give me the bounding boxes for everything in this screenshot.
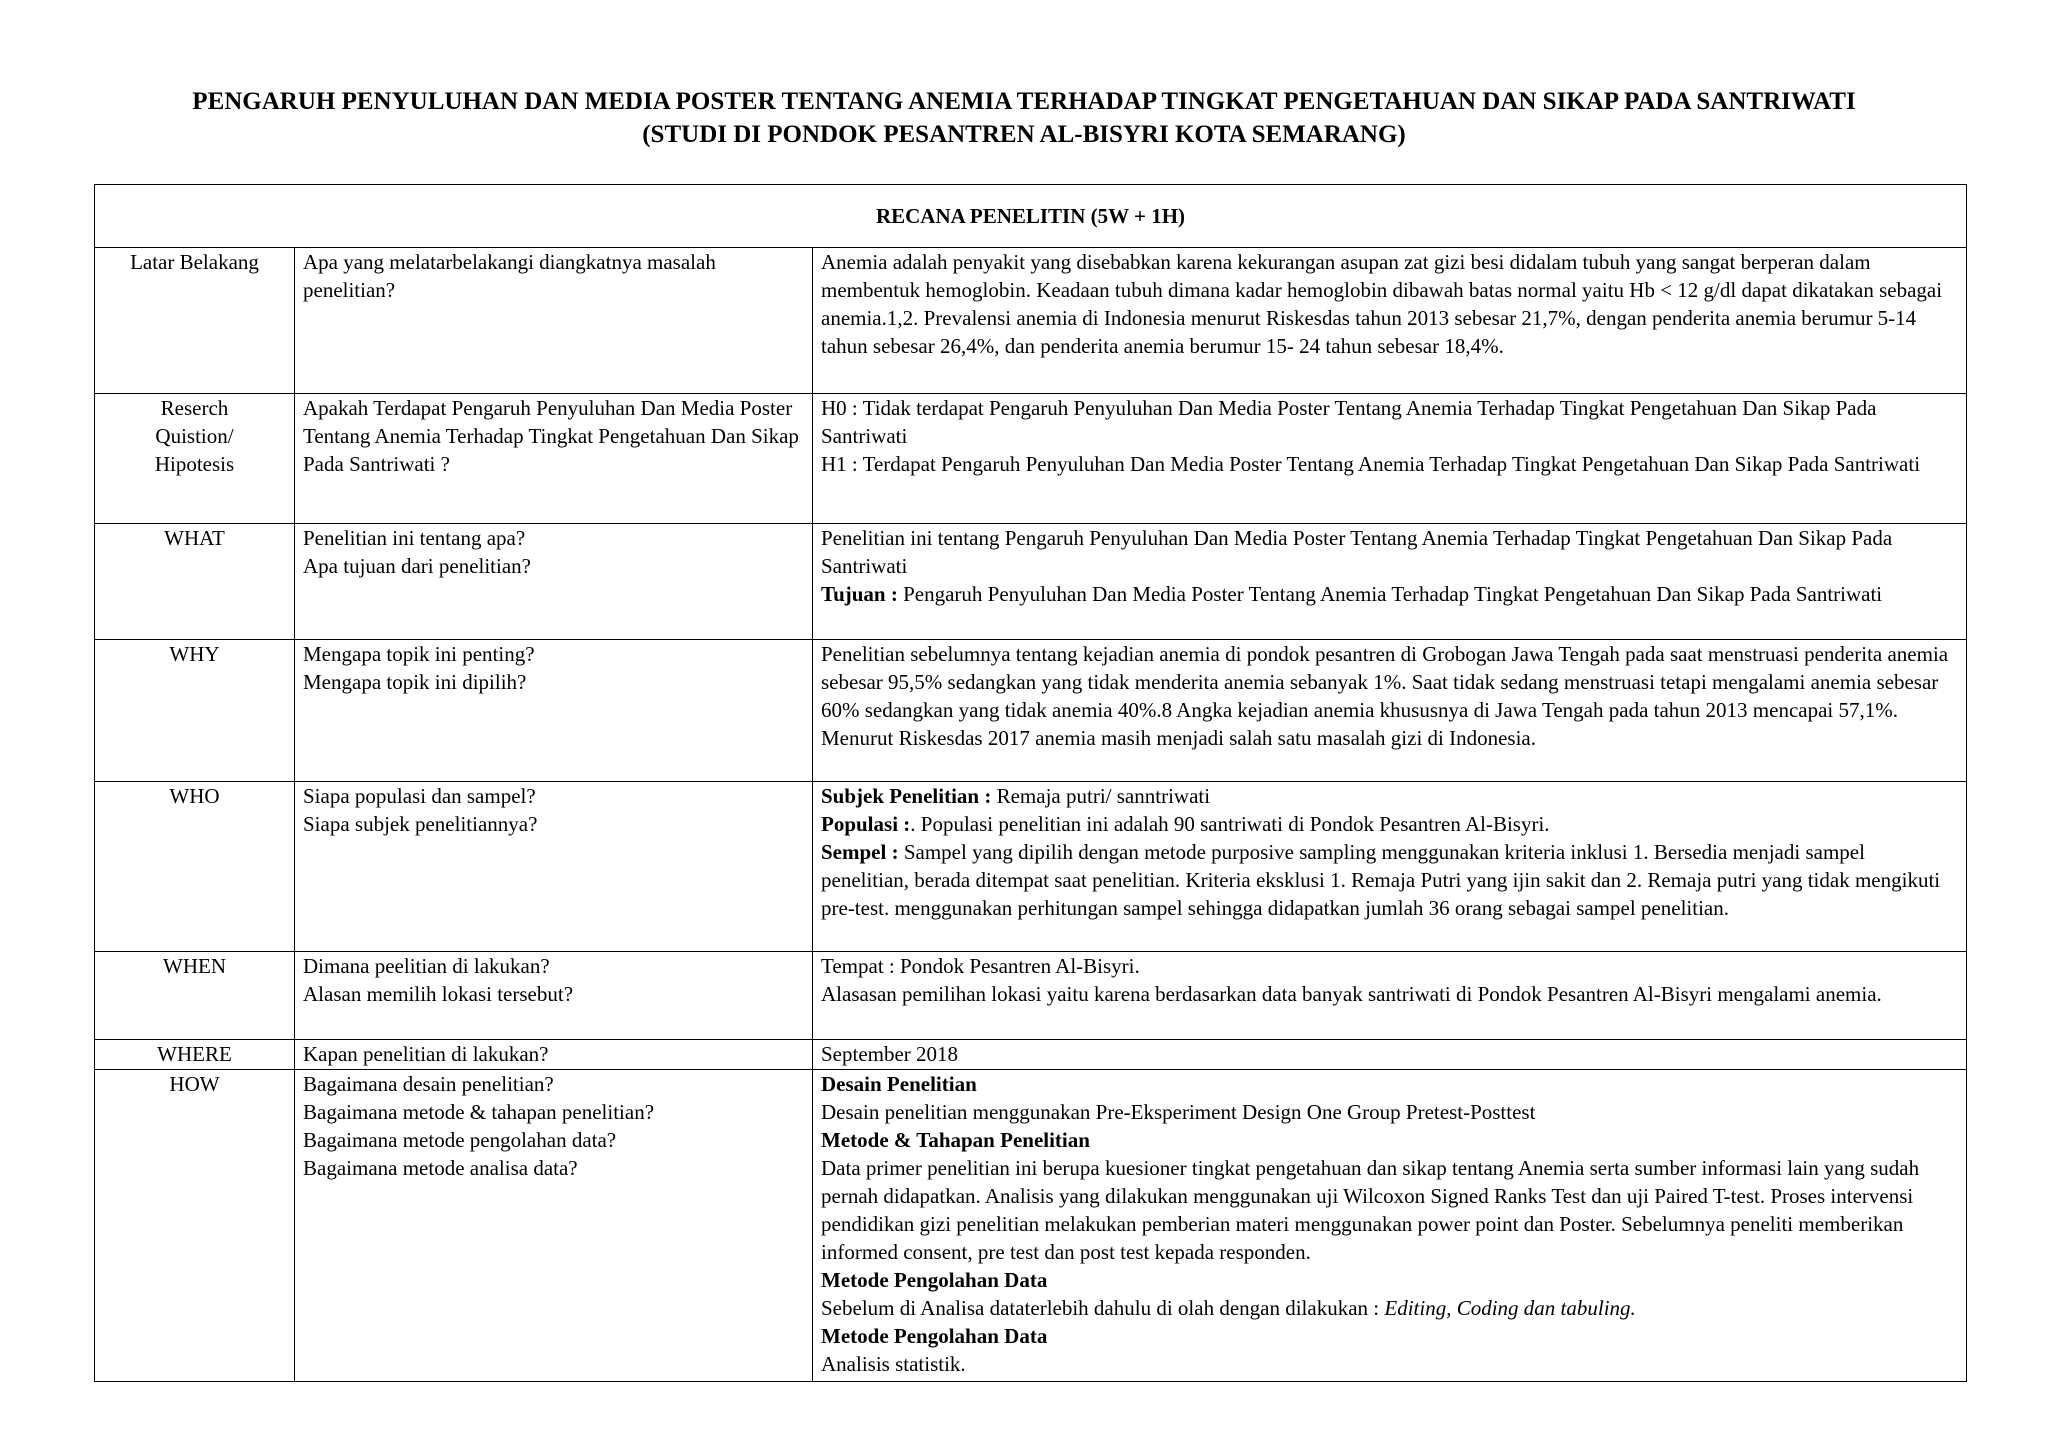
answer-paragraph <box>821 1294 1958 1322</box>
row-label <box>95 782 295 952</box>
row-question: Bagaimana metode analisa data? <box>303 1156 578 1180</box>
row-questions <box>295 248 813 394</box>
row-question: Bagaimana metode pengolahan data? <box>303 1128 617 1152</box>
row-question: Mengapa topik ini dipilih? <box>303 670 527 694</box>
row-question: Bagaimana metode & tahapan penelitian? <box>303 1100 655 1124</box>
answer-text: Penelitian ini tentang Pengaruh Penyuluhan Dan Media Poster Tentang Anemia Terhadap Tingkat Pengetahuan Dan Sikap Pada Santriwati <box>821 526 1893 578</box>
answer-text: Data primer penelitian ini berupa kuesioner tingkat pengetahuan dan sikap tentang Anemia serta sumber informasi lain yang sudah pernah didapatkan. Analisis yang dilakukan menggunakan uji Wilcoxon Signed Ranks Test dan uji Paired T-test. Proses intervensi pendidikan gizi penelitian melakukan pemberian materi menggunakan power point dan Poster. Sebelumnya peneliti memberikan informed consent, pre test dan post test kepada responden. <box>821 1156 1920 1264</box>
row-question: Penelitian ini tentang apa? <box>303 526 526 550</box>
row-label <box>95 952 295 1040</box>
row-answer <box>813 524 1967 640</box>
row-questions <box>295 1070 813 1382</box>
answer-paragraph <box>821 450 1958 478</box>
row-label-line: Latar Belakang <box>130 250 259 274</box>
answer-paragraph <box>821 1266 1958 1294</box>
row-question: Bagaimana desain penelitian? <box>303 1072 554 1096</box>
row-question: Siapa populasi dan sampel? <box>303 784 536 808</box>
answer-label: Metode & Tahapan Penelitian <box>821 1128 1090 1152</box>
row-questions <box>295 952 813 1040</box>
answer-text: Alasasan pemilihan lokasi yaitu karena berdasarkan data banyak santriwati di Pondok Pesantren Al-Bisyri mengalami anemia. <box>821 982 1882 1006</box>
row-question: Mengapa topik ini penting? <box>303 642 535 666</box>
table-row <box>95 1040 1967 1070</box>
answer-paragraph <box>821 1126 1958 1154</box>
answer-text: September 2018 <box>821 1042 959 1066</box>
table-row <box>95 952 1967 1040</box>
row-label <box>95 394 295 524</box>
answer-text: Remaja putri/ sanntriwati <box>991 784 1211 808</box>
answer-label: Sempel : <box>821 840 899 864</box>
answer-paragraph <box>821 1322 1958 1350</box>
answer-text: H0 : Tidak terdapat Pengaruh Penyuluhan Dan Media Poster Tentang Anemia Terhadap Tingkat Pengetahuan Dan Sikap Pada Santriwati <box>821 396 1877 448</box>
row-question: Alasan memilih lokasi tersebut? <box>303 982 574 1006</box>
row-label <box>95 640 295 782</box>
row-answer <box>813 1040 1967 1070</box>
row-label-line: WHY <box>169 642 220 666</box>
row-label <box>95 1070 295 1382</box>
answer-text: H1 : Terdapat Pengaruh Penyuluhan Dan Media Poster Tentang Anemia Terhadap Tingkat Pengetahuan Dan Sikap Pada Santriwati <box>821 452 1921 476</box>
answer-paragraph <box>821 580 1958 608</box>
row-answer <box>813 1070 1967 1382</box>
row-question: Apa tujuan dari penelitian? <box>303 554 531 578</box>
row-answer <box>813 640 1967 782</box>
answer-text: Pengaruh Penyuluhan Dan Media Poster Tentang Anemia Terhadap Tingkat Pengetahuan Dan Sikap Pada Santriwati <box>897 582 1883 606</box>
answer-paragraph <box>821 1040 1958 1068</box>
table-row <box>95 248 1967 394</box>
row-question: Siapa subjek penelitiannya? <box>303 812 538 836</box>
table-row <box>95 524 1967 640</box>
answer-label: Tujuan : <box>821 582 898 606</box>
row-question: Dimana peelitian di lakukan? <box>303 954 550 978</box>
row-questions <box>295 394 813 524</box>
row-questions <box>295 640 813 782</box>
row-label-line: WHEN <box>163 954 226 978</box>
table-row <box>95 1070 1967 1382</box>
row-answer <box>813 394 1967 524</box>
row-label-line: WHERE <box>157 1042 232 1066</box>
title-line-2: (STUDI DI PONDOK PESANTREN AL-BISYRI KOTA SEMARANG) <box>642 121 1406 148</box>
answer-text: . Populasi penelitian ini adalah 90 santriwati di Pondok Pesantren Al-Bisyri. <box>910 812 1550 836</box>
row-label-line: Reserch <box>160 396 229 420</box>
answer-paragraph <box>821 1350 1958 1378</box>
answer-paragraph <box>821 524 1958 580</box>
answer-text: Sampel yang dipilih dengan metode purposive sampling menggunakan kriteria inklusi 1. Bersedia menjadi sampel penelitian, berada ditempat saat penelitian. Kriteria eksklusi 1. Remaja Putri yang ijin sakit dan 2. Remaja putri yang tidak mengikuti pre-test. menggunakan perhitungan sampel sehingga didapatkan jumlah 36 orang sebagai sampel penelitian. <box>821 840 1941 920</box>
answer-text: Sebelum di Analisa dataterlebih dahulu di olah dengan dilakukan : <box>821 1296 1385 1320</box>
row-answer <box>813 782 1967 952</box>
answer-label: Metode Pengolahan Data <box>821 1268 1048 1292</box>
title-line-1: PENGARUH PENYULUHAN DAN MEDIA POSTER TENTANG ANEMIA TERHADAP TINGKAT PENGETAHUAN DAN SIKAP PADA SANTRIWATI <box>192 88 1856 115</box>
row-label <box>95 248 295 394</box>
answer-paragraph <box>821 1098 1958 1126</box>
answer-paragraph <box>821 1070 1958 1098</box>
answer-text: Penelitian sebelumnya tentang kejadian anemia di pondok pesantren di Grobogan Jawa Tengah pada saat menstruasi penderita anemia sebesar 95,5% sedangkan yang tidak menderita anemia sebanyak 1%. Saat tidak sedang menstruasi tetapi mengalami anemia sebesar 60% sedangkan yang tidak anemia 40%.8 Angka kejadian anemia khususnya di Jawa Tengah pada tahun 2013 mencapai 57,1%. Menurut Riskesdas 2017 anemia masih menjadi salah satu masalah gizi di Indonesia. <box>821 642 1949 750</box>
table-row <box>95 782 1967 952</box>
answer-paragraph <box>821 952 1958 980</box>
answer-label: Metode Pengolahan Data <box>821 1324 1048 1348</box>
answer-text: Analisis statistik. <box>821 1352 966 1376</box>
research-plan-table <box>94 184 1967 1382</box>
answer-text: Anemia adalah penyakit yang disebabkan karena kekurangan asupan zat gizi besi didalam tubuh yang sangat berperan dalam membentuk hemoglobin. Keadaan tubuh dimana kadar hemoglobin dibawah batas normal yaitu Hb < 12 g/dl dapat dikatakan sebagai anemia.1,2. Prevalensi anemia di Indonesia menurut Riskesdas tahun 2013 sebesar 21,7%, dengan penderita anemia berumur 5-14 tahun sebesar 26,4%, dan penderita anemia berumur 15- 24 tahun sebesar 18,4%. <box>821 250 1943 358</box>
answer-paragraph <box>821 394 1958 450</box>
row-question: Apakah Terdapat Pengaruh Penyuluhan Dan Media Poster Tentang Anemia Terhadap Tingkat Pengetahuan Dan Sikap Pada Santriwati ? <box>303 396 799 476</box>
row-label <box>95 524 295 640</box>
answer-label: Subjek Penelitian : <box>821 784 992 808</box>
answer-paragraph <box>821 838 1958 922</box>
answer-paragraph <box>821 1154 1958 1266</box>
page-title <box>0 85 2048 151</box>
table-row <box>95 394 1967 524</box>
row-answer <box>813 248 1967 394</box>
answer-paragraph <box>821 782 1958 810</box>
row-label <box>95 1040 295 1070</box>
row-question: Kapan penelitian di lakukan? <box>303 1042 549 1066</box>
row-label-line: WHO <box>169 784 220 808</box>
table-header-row <box>95 185 1967 248</box>
answer-paragraph <box>821 810 1958 838</box>
answer-italic: Editing, Coding dan tabuling. <box>1384 1296 1636 1320</box>
row-questions <box>295 524 813 640</box>
row-answer <box>813 952 1967 1040</box>
answer-text: Tempat : Pondok Pesantren Al-Bisyri. <box>821 954 1140 978</box>
table-row <box>95 640 1967 782</box>
table-header: RECANA PENELITIN (5W + 1H) <box>95 185 1967 248</box>
row-label-line: HOW <box>169 1072 220 1096</box>
row-questions <box>295 1040 813 1070</box>
row-label-line: Hipotesis <box>154 452 235 476</box>
answer-label: Desain Penelitian <box>821 1072 977 1096</box>
row-questions <box>295 782 813 952</box>
row-question: Apa yang melatarbelakangi diangkatnya masalah penelitian? <box>303 250 716 302</box>
answer-paragraph <box>821 248 1958 360</box>
row-label-line: Quistion/ <box>155 424 234 448</box>
answer-paragraph <box>821 640 1958 752</box>
row-label-line: WHAT <box>164 526 225 550</box>
answer-paragraph <box>821 980 1958 1008</box>
answer-text: Desain penelitian menggunakan Pre-Eksperiment Design One Group Pretest-Posttest <box>821 1100 1536 1124</box>
answer-label: Populasi : <box>821 812 911 836</box>
